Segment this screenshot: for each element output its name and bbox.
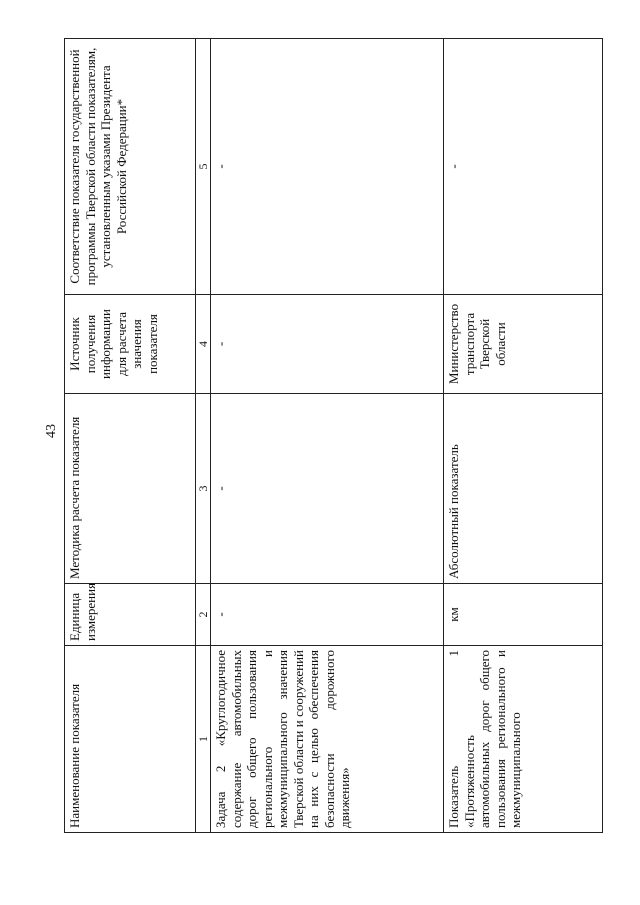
column-number: 3: [196, 394, 211, 584]
indicator-label-line: [446, 650, 462, 828]
table-row: [211, 39, 444, 833]
indicator-number: 1: [446, 650, 461, 657]
indicators-table: [64, 38, 603, 833]
task-unit: -: [211, 584, 444, 646]
indicator-prefix: Показатель: [446, 765, 461, 828]
indicator-unit: км: [444, 584, 603, 646]
indicator-name-cell: [444, 646, 603, 833]
task-source: -: [211, 295, 444, 394]
header-unit: Единица измерения: [65, 584, 196, 646]
indicator-compliance: -: [444, 39, 603, 295]
page-number: 43: [44, 424, 59, 438]
task-name: Задача 2 «Круглогодичное содержание автомобильных дорог общего пользования регионального и межмуниципального значения Тверской области и сооружений на них с целью обеспечения безопасности дорожного движения»: [211, 646, 444, 833]
header-compliance: Соответствие показателя государственной программы Тверской области показателям, установленным указами Президента Российской Федерации*: [65, 39, 196, 295]
column-number: 4: [196, 295, 211, 394]
column-number: 1: [196, 646, 211, 833]
header-source: Источник получения информации для расчета значения показателя: [65, 295, 196, 394]
task-method: -: [211, 394, 444, 584]
table-header-row: [65, 39, 196, 833]
column-numbers-row: [196, 39, 211, 833]
header-method: Методика расчета показателя: [65, 394, 196, 584]
indicator-name: «Протяженность автомобильных дорог общего пользования регионального и межмуниципального: [461, 650, 523, 828]
column-number: 2: [196, 584, 211, 646]
table-row: [444, 39, 603, 833]
indicator-source: Министерство транспорта Тверской области: [444, 295, 603, 394]
task-compliance: -: [211, 39, 444, 295]
column-number: 5: [196, 39, 211, 295]
indicator-method: Абсолютный показатель: [444, 394, 603, 584]
header-indicator-name: Наименование показателя: [65, 646, 196, 833]
rotated-page-content: [64, 39, 618, 833]
